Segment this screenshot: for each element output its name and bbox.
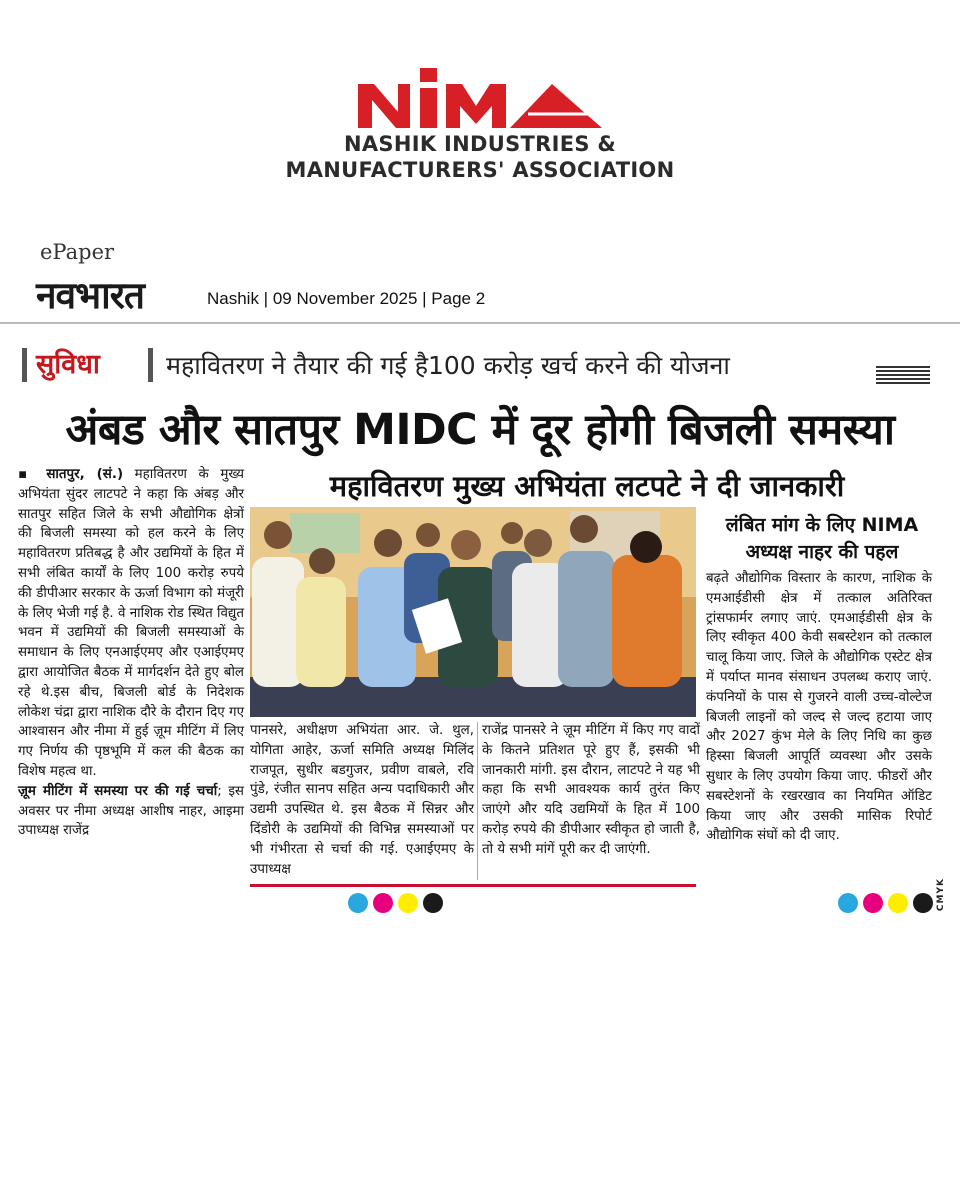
subheadline: महावितरण मुख्य अभियंता लटपटे ने दी जानकारी: [329, 469, 845, 503]
yellow-dot: [398, 893, 418, 913]
side-headline-line-2: अध्यक्ष नाहर की पहल: [745, 541, 899, 563]
org-name-line-2: MANUFACTURERS' ASSOCIATION: [285, 158, 675, 182]
kicker-bar-right: [148, 348, 153, 382]
cyan-dot: [348, 893, 368, 913]
masthead-divider: [0, 322, 960, 324]
registration-dots-right: [838, 893, 938, 915]
newspaper-name: नवभारत: [36, 274, 144, 317]
meeting-photo: [250, 507, 696, 717]
yellow-dot: [888, 893, 908, 913]
kicker-text: महावितरण ने तैयार की गई है100 करोड़ खर्च करने की योजना: [166, 351, 730, 380]
cmyk-label: CMYK: [936, 878, 946, 912]
registration-dots-left: [348, 893, 448, 915]
dateline: ▪ सातपुर, (सं.): [18, 467, 124, 482]
side-headline: [712, 512, 932, 566]
edition-info: Nashik | 09 November 2025 | Page 2: [207, 289, 486, 308]
black-dot: [913, 893, 933, 913]
column-1-paragraph-1: महावितरण के मुख्य अभियंता सुंदर लाटपटे ने कहा कि अंबड़ और सातपुर सहित जिले के सभी औद्योगिक क्षेत्रों की बिजली समस्या को हल करने के लिए महावितरण प्रतिबद्ध है और उद्यमियों के हित में सभी लंबित कार्यों के लिए 100 करोड़ रुपये की डीपीआर सरकार के ऊर्जा विभाग को मंजूरी के लिए भेजी गई है. वे नाशिक रोड स्थित विद्युत भवन में उद्यमियों की बिजली समस्याओं के समाधान के लिए एनआईएमए और एआईएमए द्वारा आयोजित बैठक में मार्गदर्शन देते हुए बोल रहे थे.इस बीच, बिजली बोर्ड के निदेशक लोकेश चंद्रा द्वारा नाशिक दौरे के दौरान दिए गए आश्वासन और नीमा में हुई ज़ूम मीटिंग में लिए गए निर्णय की पृष्ठभूमि में कल की बैठक का विशेष महत्व था.: [18, 467, 244, 779]
column-1-paragraph-2: ; इस अवसर पर नीमा अध्यक्ष आशीष नाहर, आइमा उपाध्यक्ष राजेंद्र: [18, 783, 244, 839]
kicker-tag: सुविधा: [36, 349, 100, 380]
column-1-subhead: ज़ूम मीटिंग में समस्या पर की गई चर्चा: [18, 783, 218, 799]
column-divider: [477, 722, 478, 880]
side-headline-line-1: लंबित मांग के लिए NIMA: [725, 514, 919, 536]
hatch-ornament: [876, 366, 930, 384]
article-column-1: [18, 465, 244, 841]
black-dot: [423, 893, 443, 913]
kicker-bar-left: [22, 348, 27, 382]
epaper-label: ePaper: [40, 240, 115, 264]
org-name-line-1: NASHIK INDUSTRIES &: [343, 132, 617, 156]
nima-logo-icon: [358, 68, 602, 128]
article-column-2: पानसरे, अधीक्षण अभियंता आर. जे. थुल, योगिता आहेर, ऊर्जा समिति अध्यक्ष मिलिंद राजपूत, सुधीर बडगुजर, प्रवीण वाबले, रवि पुंडे, रंजीत सानप सहित अन्य पदाधिकारी और उद्यमी उपस्थित थे. इस बैठक में सिन्नर और दिंडोरी के उद्यमियों की विभिन्न समस्याओं पर भी गंभीरता से चर्चा की गई. एआईएमए के उपाध्यक्ष: [250, 723, 474, 877]
headline: अंबड और सातपुर MIDC में दूर होगी बिजली समस्या: [65, 405, 895, 455]
magenta-dot: [863, 893, 883, 913]
red-rule: [250, 884, 696, 887]
article-column-4: बढ़ते औद्योगिक विस्तार के कारण, नाशिक के एमआईडीसी क्षेत्र में तत्काल अतिरिक्त ट्रांसफार्मर लगाए जाएं. एमआईडीसी क्षेत्र के लिए स्वीकृत 400 केवी सबस्टेशन को तत्काल चालू किया जाए. जिले के औद्योगिक एस्टेट क्षेत्र में पर्याप्त मानव संसाधन उपलब्ध कराए जाएं. कंपनियों के पास से गुजरने वाली उच्च-वोल्टेज बिजली लाइनों को जल्द से जल्द हटाया जाए और 2027 कुंभ मेले के लिए निधि का कुछ हिस्सा बिजली आपूर्ति व्यवस्था और उसके सुधार के लिए उपयोग किया जाए. फीडरों और सबस्टेशनों के रखरखाव का नियमित ऑडिट किया जाए और उसकी मासिक रिपोर्ट औद्योगिक संघों को दी जाए.: [706, 571, 932, 844]
cyan-dot: [838, 893, 858, 913]
magenta-dot: [373, 893, 393, 913]
article-column-3: राजेंद्र पानसरे ने ज़ूम मीटिंग में किए गए वादों के कितने प्रतिशत पूरे हुए हैं, इसकी भी जानकारी मांगी. इस दौरान, लाटपटे ने यह भी कहा कि सभी आवश्यक कार्य तुरंत किए जाएंगे और यदि उद्यमियों के हित में 100 करोड़ रुपये की डीपीआर स्वीकृत हो जाती है, तो ये सभी मांगें पूरी कर दी जाएंगी.: [482, 723, 700, 857]
